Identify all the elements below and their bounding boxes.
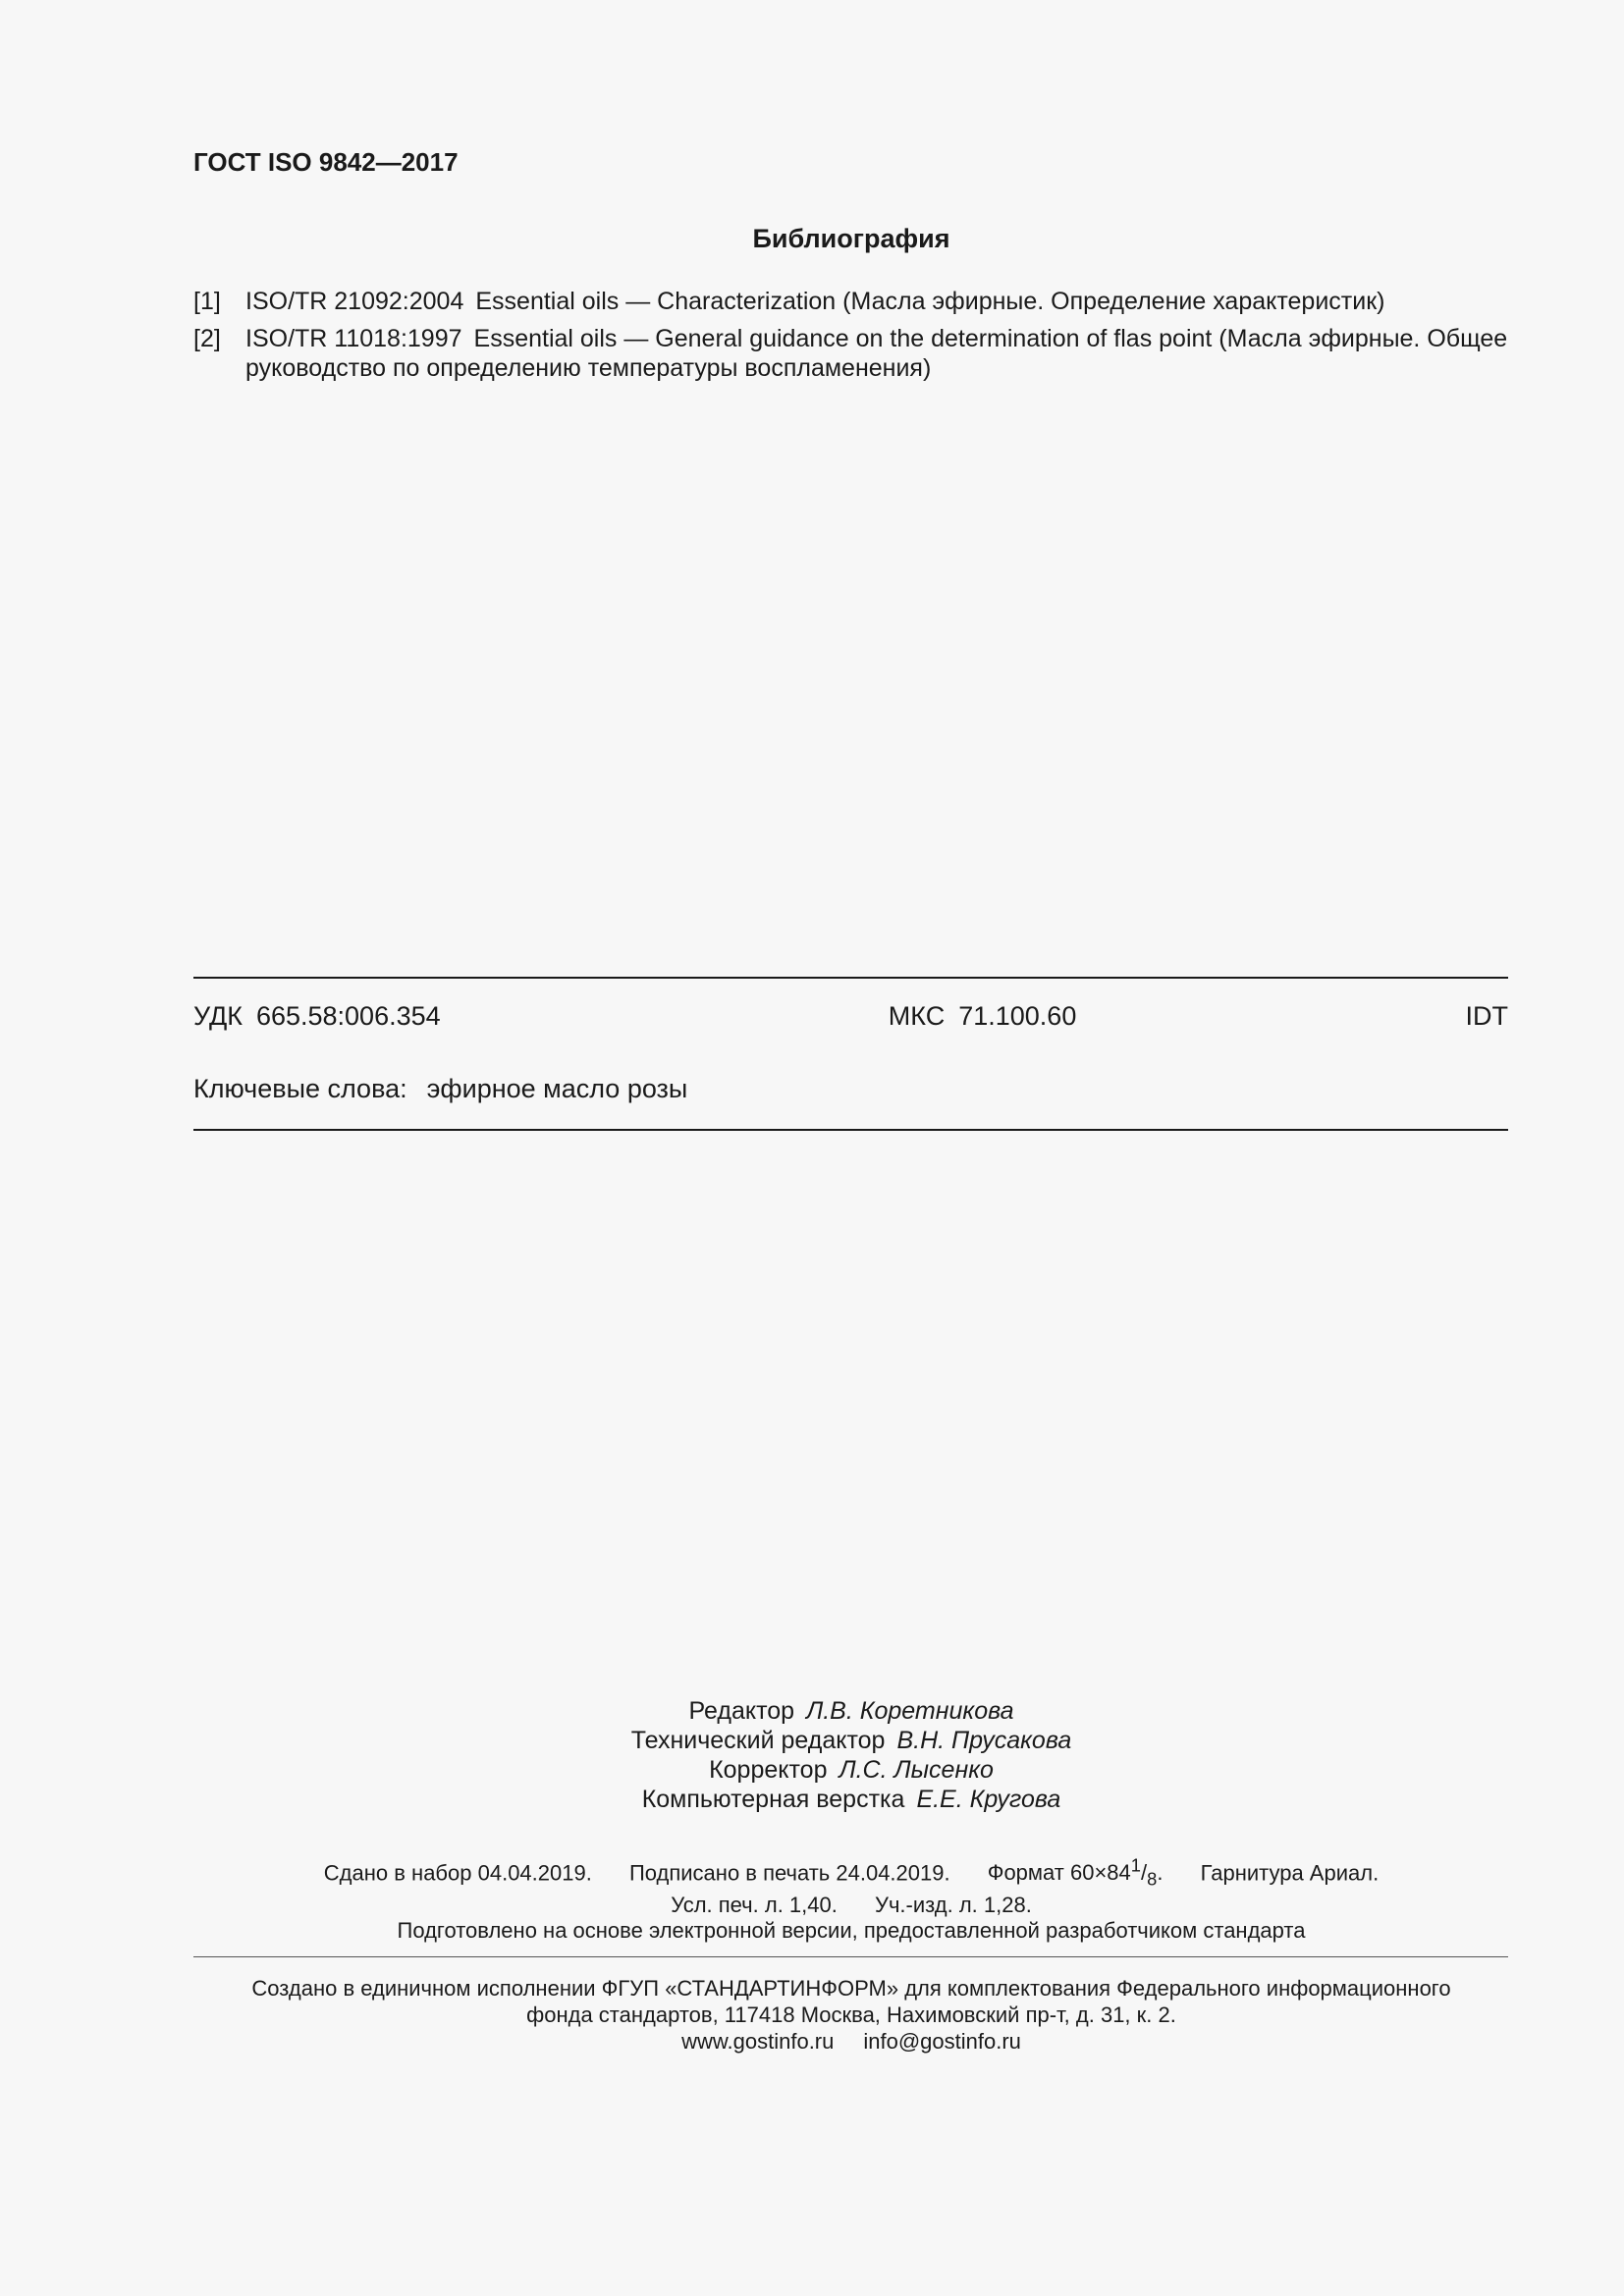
credit-name: В.Н. Прусакова — [896, 1727, 1072, 1754]
bibliography-item-body — [245, 324, 1509, 383]
bibliography-title: Библиография — [752, 224, 950, 253]
print-sheets: Усл. печ. л. 1,40. — [671, 1892, 838, 1917]
website-link[interactable]: www.gostinfo.ru — [681, 2029, 835, 2054]
keywords-value: эфирное масло розы — [426, 1074, 688, 1103]
credit-role: Компьютерная верстка — [641, 1786, 905, 1813]
imprint-line-2 — [0, 1893, 1624, 1918]
imprint-line-1 — [0, 1853, 1624, 1893]
credit-line — [0, 1726, 1624, 1755]
publisher-contacts — [0, 2028, 1624, 2055]
credit-role: Редактор — [688, 1697, 795, 1725]
keywords-line — [193, 1074, 687, 1104]
credit-name: Л.В. Коретникова — [806, 1697, 1014, 1725]
publication-sheets: Уч.-изд. л. 1,28. — [874, 1892, 1032, 1917]
publisher-rule — [193, 1956, 1508, 1957]
publisher-line-2: фонда стандартов, 117418 Москва, Нахимовский пр-т, д. 31, к. 2. — [526, 2002, 1176, 2027]
credit-role: Корректор — [709, 1756, 828, 1784]
mks-value: 71.100.60 — [958, 1001, 1077, 1031]
paper-format: Формат $60\times 84^1/_8$. — [987, 1855, 1164, 1890]
publisher-line-1: Создано в единичном исполнении ФГУП «СТАНДАРТИНФОРМ» для комплектования Федерального информационного — [251, 1976, 1451, 2001]
mks-block — [889, 1001, 1077, 1032]
mks-label: МКС — [888, 1001, 946, 1031]
bibliography-item-number: [2] — [193, 325, 221, 352]
document-code: ГОСТ ISO 9842—2017 — [193, 147, 459, 177]
credit-name: Л.С. Лысенко — [839, 1756, 994, 1784]
bibliography-item — [193, 324, 1509, 383]
credit-line — [0, 1696, 1624, 1726]
bibliography-item-text: Essential oils — General guidance on the determination of flas point (Масла эфирные. Общее руководство по определению температуры воспламенения) — [245, 325, 1508, 382]
prepared-note: Подготовлено на основе электронной версии, предоставленной разработчиком стандарта — [397, 1917, 1306, 1943]
bibliography-item — [193, 287, 1509, 316]
keywords-label: Ключевые слова: — [193, 1074, 407, 1103]
bibliography-item-reference: ISO/TR 21092:2004 — [245, 288, 464, 315]
classification-top-rule — [193, 977, 1508, 979]
credit-name: Е.Е. Кругова — [916, 1786, 1061, 1813]
classification-row — [193, 1001, 1508, 1032]
degree-of-correspondence: IDT — [1465, 1001, 1508, 1031]
credit-role: Технический редактор — [630, 1727, 886, 1754]
bibliography-list — [193, 287, 1509, 391]
imprint-block — [0, 1853, 1624, 1944]
bibliography-item-text: Essential oils — Characterization (Масла эфирные. Определение характеристик) — [475, 288, 1385, 315]
classification-bottom-rule — [193, 1129, 1508, 1131]
credit-line — [0, 1755, 1624, 1785]
udk-label: УДК — [193, 1001, 243, 1031]
signed-date: Подписано в печать 24.04.2019. — [628, 1860, 950, 1886]
email-link[interactable]: info@gostinfo.ru — [863, 2029, 1021, 2054]
publisher-block — [0, 1975, 1624, 2055]
bibliography-item-body — [245, 287, 1509, 316]
submitted-date: Сдано в набор 04.04.2019. — [323, 1860, 592, 1886]
bibliography-item-reference: ISO/TR 11018:1997 — [245, 325, 462, 352]
credit-line — [0, 1785, 1624, 1814]
bibliography-item-number: [1] — [193, 288, 221, 315]
udk-block — [193, 1001, 441, 1032]
typeface: Гарнитура Ариал. — [1200, 1860, 1380, 1886]
credits-block — [0, 1696, 1624, 1814]
udk-value: 665.58:006.354 — [255, 1001, 441, 1031]
